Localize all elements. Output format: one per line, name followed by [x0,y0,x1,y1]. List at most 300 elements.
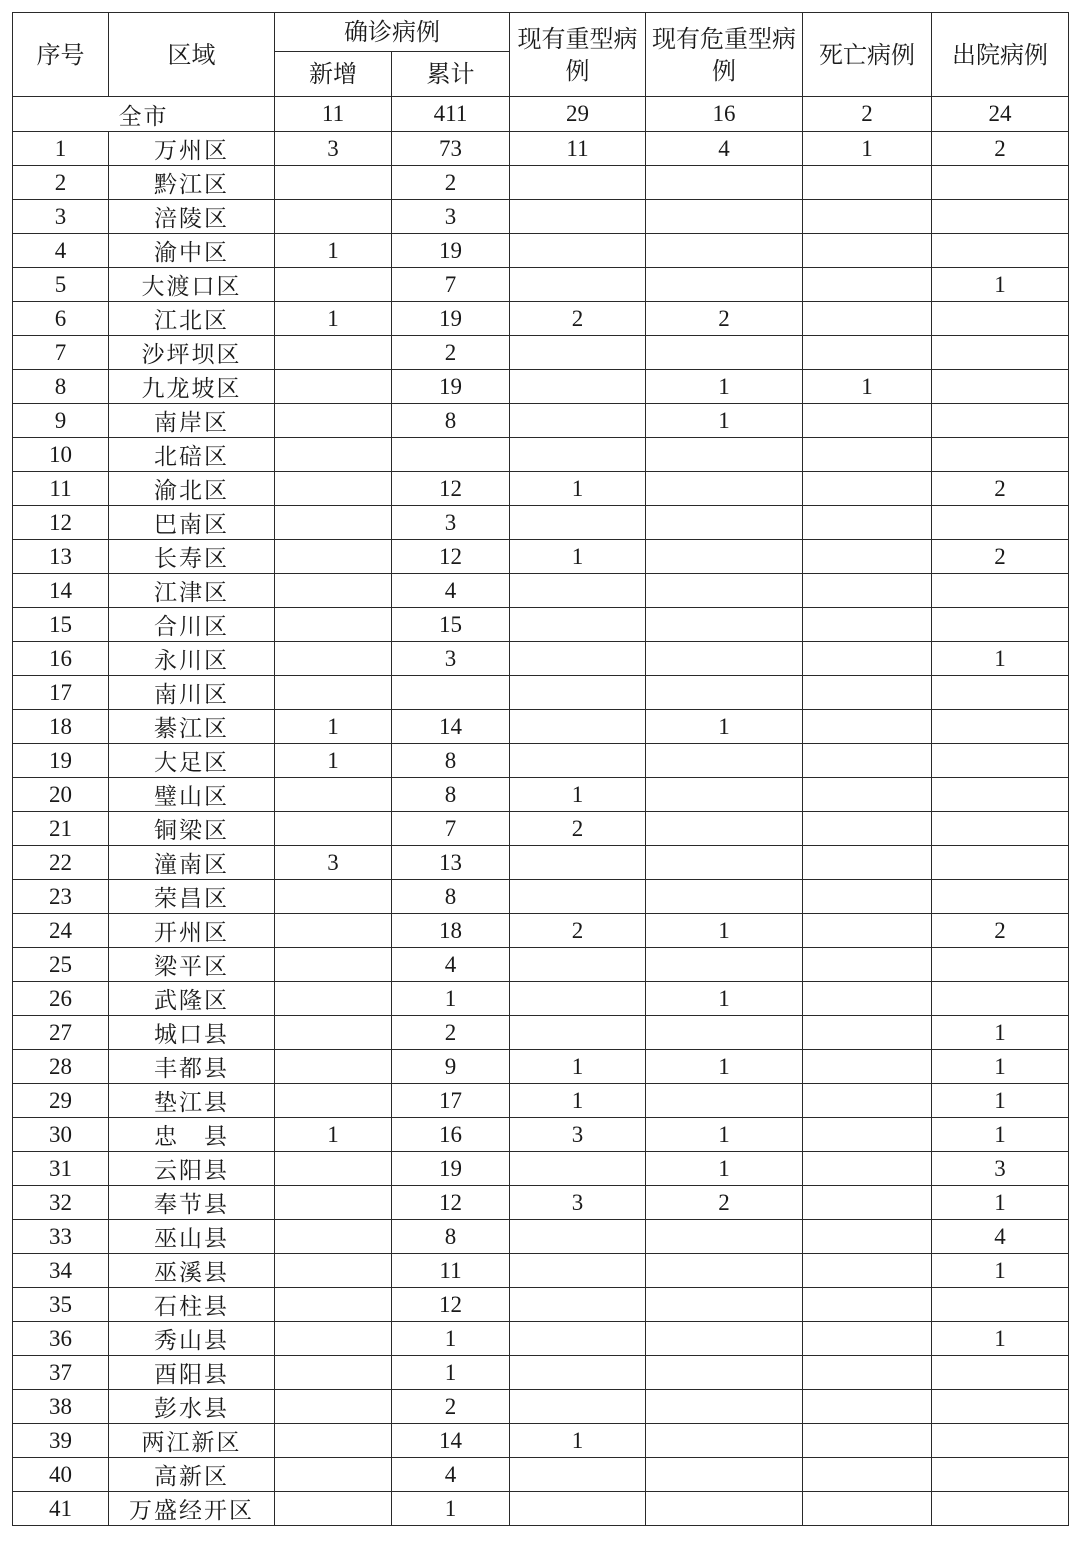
row-new [275,472,392,506]
row-new [275,880,392,914]
header-confirmed: 确诊病例 [275,13,510,52]
row-severe: 1 [510,1424,646,1458]
row-seq: 34 [13,1254,109,1288]
row-deaths [803,1152,932,1186]
row-critical [646,744,803,778]
row-discharged [932,1288,1069,1322]
row-deaths [803,914,932,948]
row-discharged [932,200,1069,234]
row-seq: 37 [13,1356,109,1390]
row-region: 万盛经开区 [109,1492,275,1526]
table-row [13,642,1069,676]
row-seq: 40 [13,1458,109,1492]
table-row [13,1220,1069,1254]
row-deaths [803,1288,932,1322]
row-severe: 1 [510,778,646,812]
row-severe [510,608,646,642]
row-seq: 24 [13,914,109,948]
row-discharged: 1 [932,1050,1069,1084]
row-seq: 3 [13,200,109,234]
row-cumulative: 16 [392,1118,510,1152]
row-region: 南川区 [109,676,275,710]
row-cumulative: 8 [392,404,510,438]
row-cumulative: 1 [392,1492,510,1526]
row-cumulative: 3 [392,642,510,676]
row-region: 梁平区 [109,948,275,982]
row-discharged [932,812,1069,846]
row-new [275,574,392,608]
row-cumulative: 3 [392,200,510,234]
table-row [13,1050,1069,1084]
row-deaths [803,438,932,472]
row-region: 大足区 [109,744,275,778]
row-new [275,1186,392,1220]
row-region: 奉节县 [109,1186,275,1220]
table-row [13,1288,1069,1322]
row-severe [510,676,646,710]
row-new [275,268,392,302]
row-severe [510,438,646,472]
row-seq: 6 [13,302,109,336]
row-region: 北碚区 [109,438,275,472]
row-critical [646,1220,803,1254]
row-discharged [932,744,1069,778]
row-severe [510,1356,646,1390]
epidemic-case-table [12,12,1069,1526]
row-region: 潼南区 [109,846,275,880]
row-region: 石柱县 [109,1288,275,1322]
row-seq: 32 [13,1186,109,1220]
row-new: 1 [275,744,392,778]
row-critical [646,846,803,880]
row-discharged [932,404,1069,438]
row-discharged [932,608,1069,642]
row-region: 合川区 [109,608,275,642]
row-critical: 1 [646,1118,803,1152]
row-deaths [803,1118,932,1152]
row-seq: 17 [13,676,109,710]
total-discharged: 24 [932,97,1069,132]
total-new: 11 [275,97,392,132]
row-region: 秀山县 [109,1322,275,1356]
row-deaths [803,472,932,506]
row-region: 云阳县 [109,1152,275,1186]
total-critical: 16 [646,97,803,132]
row-new [275,812,392,846]
row-seq: 18 [13,710,109,744]
row-new [275,506,392,540]
row-critical: 1 [646,1152,803,1186]
row-cumulative: 8 [392,1220,510,1254]
row-deaths [803,234,932,268]
row-deaths [803,1322,932,1356]
row-discharged: 2 [932,914,1069,948]
table-row [13,200,1069,234]
row-critical [646,1390,803,1424]
row-cumulative: 17 [392,1084,510,1118]
table-row [13,812,1069,846]
row-cumulative: 2 [392,1016,510,1050]
row-new [275,370,392,404]
row-severe [510,846,646,880]
row-new [275,914,392,948]
row-deaths [803,404,932,438]
row-region: 铜梁区 [109,812,275,846]
table-row [13,1152,1069,1186]
row-cumulative: 4 [392,574,510,608]
row-seq: 33 [13,1220,109,1254]
row-deaths [803,1016,932,1050]
row-discharged: 1 [932,1186,1069,1220]
row-severe: 11 [510,132,646,166]
table-row [13,778,1069,812]
row-severe: 3 [510,1118,646,1152]
row-seq: 22 [13,846,109,880]
row-new [275,404,392,438]
row-new: 3 [275,132,392,166]
row-severe [510,1016,646,1050]
row-deaths [803,710,932,744]
row-severe [510,948,646,982]
row-severe [510,744,646,778]
table-row [13,1084,1069,1118]
row-critical: 1 [646,914,803,948]
row-seq: 35 [13,1288,109,1322]
table-row [13,676,1069,710]
row-critical [646,472,803,506]
row-seq: 8 [13,370,109,404]
row-new [275,1152,392,1186]
row-deaths [803,744,932,778]
row-severe [510,710,646,744]
row-region: 忠 县 [109,1118,275,1152]
table-row [13,302,1069,336]
row-new [275,438,392,472]
row-deaths [803,302,932,336]
row-seq: 21 [13,812,109,846]
header-discharged: 出院病例 [932,13,1069,97]
row-seq: 11 [13,472,109,506]
table-row [13,404,1069,438]
row-new [275,1050,392,1084]
row-severe [510,1458,646,1492]
header-critical: 现有危重型病例 [646,13,803,97]
row-cumulative: 2 [392,336,510,370]
header-deaths: 死亡病例 [803,13,932,97]
row-cumulative: 14 [392,710,510,744]
row-seq: 25 [13,948,109,982]
row-critical: 1 [646,982,803,1016]
row-seq: 20 [13,778,109,812]
row-seq: 13 [13,540,109,574]
row-cumulative: 12 [392,472,510,506]
row-discharged [932,676,1069,710]
row-region: 荣昌区 [109,880,275,914]
row-new [275,948,392,982]
row-discharged [932,438,1069,472]
row-region: 大渡口区 [109,268,275,302]
row-seq: 30 [13,1118,109,1152]
row-discharged [932,1458,1069,1492]
row-severe [510,1322,646,1356]
row-critical [646,1084,803,1118]
row-new [275,608,392,642]
row-discharged [932,574,1069,608]
row-new [275,1288,392,1322]
row-seq: 39 [13,1424,109,1458]
total-severe: 29 [510,97,646,132]
row-cumulative: 13 [392,846,510,880]
row-new: 1 [275,710,392,744]
row-deaths [803,982,932,1016]
row-new [275,166,392,200]
row-critical: 2 [646,302,803,336]
row-region: 綦江区 [109,710,275,744]
table-row [13,880,1069,914]
table-row [13,234,1069,268]
row-deaths [803,1084,932,1118]
row-critical [646,200,803,234]
row-discharged: 1 [932,1084,1069,1118]
row-region: 璧山区 [109,778,275,812]
row-seq: 4 [13,234,109,268]
row-region: 两江新区 [109,1424,275,1458]
total-deaths: 2 [803,97,932,132]
row-critical [646,1356,803,1390]
row-new: 1 [275,302,392,336]
row-discharged: 1 [932,1254,1069,1288]
row-cumulative: 4 [392,948,510,982]
row-critical [646,1254,803,1288]
row-critical [646,268,803,302]
row-new [275,642,392,676]
row-cumulative: 19 [392,370,510,404]
header-severe: 现有重型病例 [510,13,646,97]
row-cumulative: 9 [392,1050,510,1084]
row-new [275,778,392,812]
table-row [13,744,1069,778]
row-discharged [932,1390,1069,1424]
row-critical [646,1016,803,1050]
row-critical: 4 [646,132,803,166]
row-new [275,336,392,370]
row-severe [510,982,646,1016]
row-critical [646,438,803,472]
row-deaths [803,948,932,982]
table-row [13,132,1069,166]
row-region: 渝中区 [109,234,275,268]
row-seq: 36 [13,1322,109,1356]
row-cumulative: 12 [392,1288,510,1322]
row-critical [646,1424,803,1458]
table-row [13,1254,1069,1288]
row-severe [510,404,646,438]
row-cumulative: 8 [392,880,510,914]
row-discharged: 4 [932,1220,1069,1254]
table-row [13,574,1069,608]
row-severe [510,268,646,302]
row-new: 3 [275,846,392,880]
row-region: 黔江区 [109,166,275,200]
table-row [13,1424,1069,1458]
row-severe: 1 [510,472,646,506]
row-deaths [803,1050,932,1084]
total-cumulative: 411 [392,97,510,132]
row-critical [646,336,803,370]
row-critical: 1 [646,404,803,438]
row-cumulative: 7 [392,268,510,302]
row-discharged [932,370,1069,404]
row-severe: 1 [510,1084,646,1118]
row-severe [510,234,646,268]
table-row [13,1492,1069,1526]
row-cumulative [392,438,510,472]
row-discharged [932,948,1069,982]
table-row [13,1390,1069,1424]
row-cumulative: 19 [392,1152,510,1186]
row-severe [510,1220,646,1254]
row-cumulative: 1 [392,1356,510,1390]
row-deaths [803,812,932,846]
row-discharged: 3 [932,1152,1069,1186]
row-region: 南岸区 [109,404,275,438]
row-region: 沙坪坝区 [109,336,275,370]
row-region: 巫山县 [109,1220,275,1254]
table-row [13,1458,1069,1492]
row-region: 开州区 [109,914,275,948]
table-row [13,608,1069,642]
row-cumulative: 15 [392,608,510,642]
total-row [13,97,1069,132]
row-severe [510,336,646,370]
row-severe [510,506,646,540]
row-severe [510,200,646,234]
row-region: 巴南区 [109,506,275,540]
row-severe: 2 [510,302,646,336]
header-seq: 序号 [13,13,109,97]
table-row [13,1322,1069,1356]
row-new [275,1084,392,1118]
row-critical: 1 [646,1050,803,1084]
row-cumulative: 8 [392,744,510,778]
row-seq: 1 [13,132,109,166]
row-severe [510,642,646,676]
row-cumulative: 8 [392,778,510,812]
row-seq: 28 [13,1050,109,1084]
row-critical [646,1492,803,1526]
row-severe [510,1254,646,1288]
row-seq: 27 [13,1016,109,1050]
row-seq: 26 [13,982,109,1016]
row-new [275,1220,392,1254]
row-new [275,1492,392,1526]
row-new [275,1458,392,1492]
row-discharged [932,778,1069,812]
row-discharged [932,506,1069,540]
row-severe: 2 [510,812,646,846]
total-label: 全市 [13,97,275,132]
row-cumulative: 3 [392,506,510,540]
row-deaths [803,1254,932,1288]
row-seq: 38 [13,1390,109,1424]
row-seq: 16 [13,642,109,676]
row-seq: 10 [13,438,109,472]
row-severe [510,1492,646,1526]
row-discharged [932,982,1069,1016]
row-severe: 2 [510,914,646,948]
row-cumulative: 18 [392,914,510,948]
row-cumulative: 12 [392,540,510,574]
row-new [275,1390,392,1424]
row-cumulative: 11 [392,1254,510,1288]
row-deaths [803,1356,932,1390]
row-cumulative: 19 [392,302,510,336]
row-severe: 1 [510,1050,646,1084]
row-cumulative: 2 [392,1390,510,1424]
row-new: 1 [275,234,392,268]
row-cumulative: 12 [392,1186,510,1220]
row-region: 长寿区 [109,540,275,574]
row-critical [646,1458,803,1492]
row-critical [646,642,803,676]
row-deaths [803,1186,932,1220]
row-severe [510,1390,646,1424]
table-row [13,1016,1069,1050]
row-deaths: 1 [803,132,932,166]
row-deaths [803,336,932,370]
row-critical [646,608,803,642]
row-seq: 41 [13,1492,109,1526]
row-cumulative: 7 [392,812,510,846]
row-deaths [803,1458,932,1492]
table-row [13,710,1069,744]
row-critical [646,166,803,200]
row-cumulative: 1 [392,982,510,1016]
row-critical [646,880,803,914]
table-row [13,268,1069,302]
table-row [13,370,1069,404]
row-seq: 2 [13,166,109,200]
row-deaths [803,880,932,914]
row-cumulative: 2 [392,166,510,200]
row-deaths [803,846,932,880]
row-region: 垫江县 [109,1084,275,1118]
row-discharged [932,1356,1069,1390]
row-discharged [932,1492,1069,1526]
row-discharged [932,710,1069,744]
table-body [13,97,1069,1526]
row-critical [646,1322,803,1356]
row-new [275,1424,392,1458]
row-seq: 12 [13,506,109,540]
row-discharged: 2 [932,472,1069,506]
row-region: 酉阳县 [109,1356,275,1390]
row-severe: 3 [510,1186,646,1220]
row-severe [510,1288,646,1322]
row-region: 江津区 [109,574,275,608]
row-critical: 1 [646,370,803,404]
table-row [13,1186,1069,1220]
row-critical [646,778,803,812]
row-new [275,200,392,234]
row-region: 城口县 [109,1016,275,1050]
row-new [275,1356,392,1390]
row-discharged [932,234,1069,268]
row-discharged: 1 [932,1016,1069,1050]
row-severe [510,370,646,404]
table-row [13,438,1069,472]
row-cumulative: 1 [392,1322,510,1356]
